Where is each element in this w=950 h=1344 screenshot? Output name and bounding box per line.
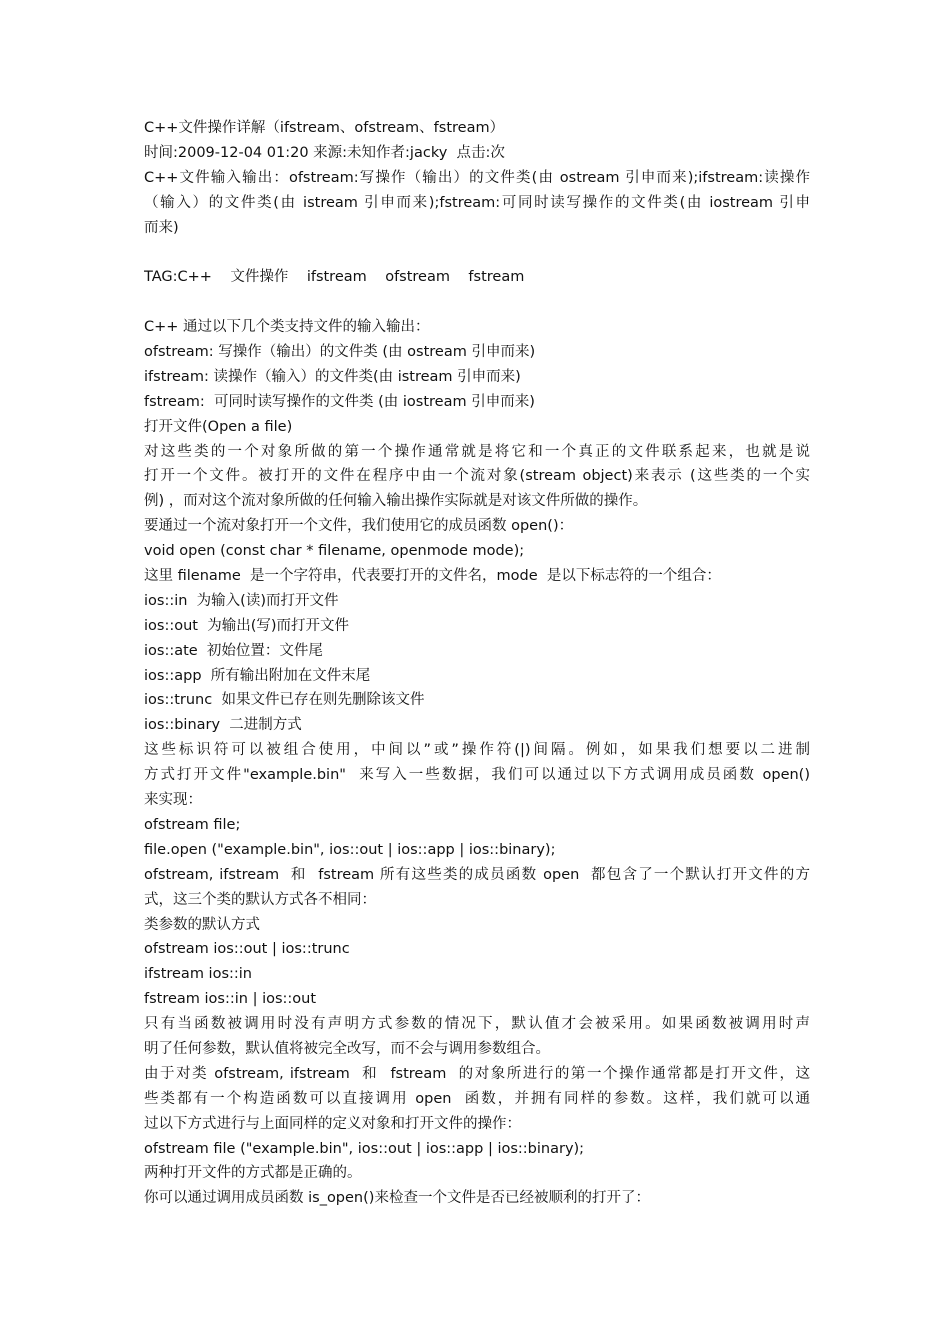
text-line: 只有当函数被调用时没有声明方式参数的情况下，默认值才会被采用。如果函数被调用时声 [144, 1016, 810, 1033]
text-line: 打开文件(Open a file) [144, 418, 293, 435]
text-line: 两种打开文件的方式都是正确的。 [144, 1165, 362, 1182]
text-line: ofstream, ifstream 和 fstream 所有这些类的成员函数 open 都包含了一个默认打开文件的方 [144, 866, 810, 883]
text-line: ios::out 为输出(写)而打开文件 [144, 617, 350, 634]
blank-line [144, 290, 810, 315]
document-page [144, 116, 810, 1211]
text-line: file.open ("example.bin", ios::out | ios::app | ios::binary); [144, 841, 556, 858]
text-line: fstream ios::in | ios::out [144, 991, 317, 1008]
text-line: C++ 通过以下几个类支持文件的输入输出： [144, 319, 430, 336]
text-line: fstream: 可同时读写操作的文件类 (由 iostream 引申而来) [144, 393, 535, 410]
text-line: 类参数的默认方式 [144, 916, 260, 933]
text-line: ofstream ios::out | ios::trunc [144, 941, 350, 958]
text-line: 这些标识符可以被组合使用，中间以”或”操作符(|)间隔。例如，如果我们想要以二进制 [144, 742, 810, 759]
text-line: ofstream file ("example.bin", ios::out | ios::app | ios::binary); [144, 1140, 585, 1157]
text-line: ios::binary 二进制方式 [144, 717, 302, 734]
text-line: 些类都有一个构造函数可以直接调用 open 函数，并拥有同样的参数。这样，我们就可以通 [144, 1090, 810, 1107]
text-line: 这里 filename 是一个字符串，代表要打开的文件名，mode 是以下标志符的一个组合： [144, 568, 721, 585]
text-line: 要通过一个流对象打开一个文件，我们使用它的成员函数 open()： [144, 518, 574, 535]
text-line: 而来) [144, 219, 179, 236]
text-line: 过以下方式进行与上面同样的定义对象和打开文件的操作： [144, 1115, 521, 1132]
text-line: 时间:2009-12-04 01:20 来源:未知作者:jacky 点击:次 [144, 144, 505, 161]
text-line: （输入）的文件类(由 istream 引申而来);fstream:可同时读写操作的文件类(由 iostream 引申 [144, 194, 810, 211]
text-line: 例) ，而对这个流对象所做的任何输入输出操作实际就是对该文件所做的操作。 [144, 493, 648, 510]
text-line: ofstream file; [144, 816, 241, 833]
text-line: ios::in 为输入(读)而打开文件 [144, 592, 339, 609]
text-line: 对这些类的一个对象所做的第一个操作通常就是将它和一个真正的文件联系起来，也就是说 [144, 443, 810, 460]
text-line: 来实现： [144, 792, 202, 809]
text-line: 你可以通过调用成员函数 is_open()来检查一个文件是否已经被顺利的打开了： [144, 1190, 650, 1207]
text-line: 打开一个文件。被打开的文件在程序中由一个流对象(stream object)来表示 (这些类的一个实 [144, 468, 810, 485]
text-line: ifstream ios::in [144, 966, 252, 983]
text-line: 方式打开文件"example.bin" 来写入一些数据，我们可以通过以下方式调用成员函数 open() [144, 767, 810, 784]
text-line: C++文件输入输出：ofstream:写操作（输出）的文件类(由 ostream 引申而来);ifstream:读操作 [144, 169, 810, 186]
text-line: ofstream: 写操作（输出）的文件类 (由 ostream 引申而来) [144, 344, 536, 361]
text-line: ios::trunc 如果文件已存在则先删除该文件 [144, 692, 425, 709]
text-line: ios::ate 初始位置：文件尾 [144, 642, 323, 659]
blank-line [144, 240, 810, 265]
text-line: void open (const char * filename, openmode mode); [144, 543, 525, 560]
text-line: 明了任何参数，默认值将被完全改写，而不会与调用参数组合。 [144, 1040, 550, 1057]
text-line: 式，这三个类的默认方式各不相同： [144, 891, 376, 908]
text-line: ifstream: 读操作（输入）的文件类(由 istream 引申而来) [144, 368, 521, 385]
text-line: ios::app 所有输出附加在文件末尾 [144, 667, 371, 684]
text-line: C++文件操作详解（ifstream、ofstream、fstream） [144, 120, 505, 136]
text-line: TAG:C++ 文件操作 ifstream ofstream fstream [144, 269, 525, 286]
text-line: 由于对类 ofstream, ifstream 和 fstream 的对象所进行的第一个操作通常都是打开文件，这 [144, 1065, 810, 1082]
